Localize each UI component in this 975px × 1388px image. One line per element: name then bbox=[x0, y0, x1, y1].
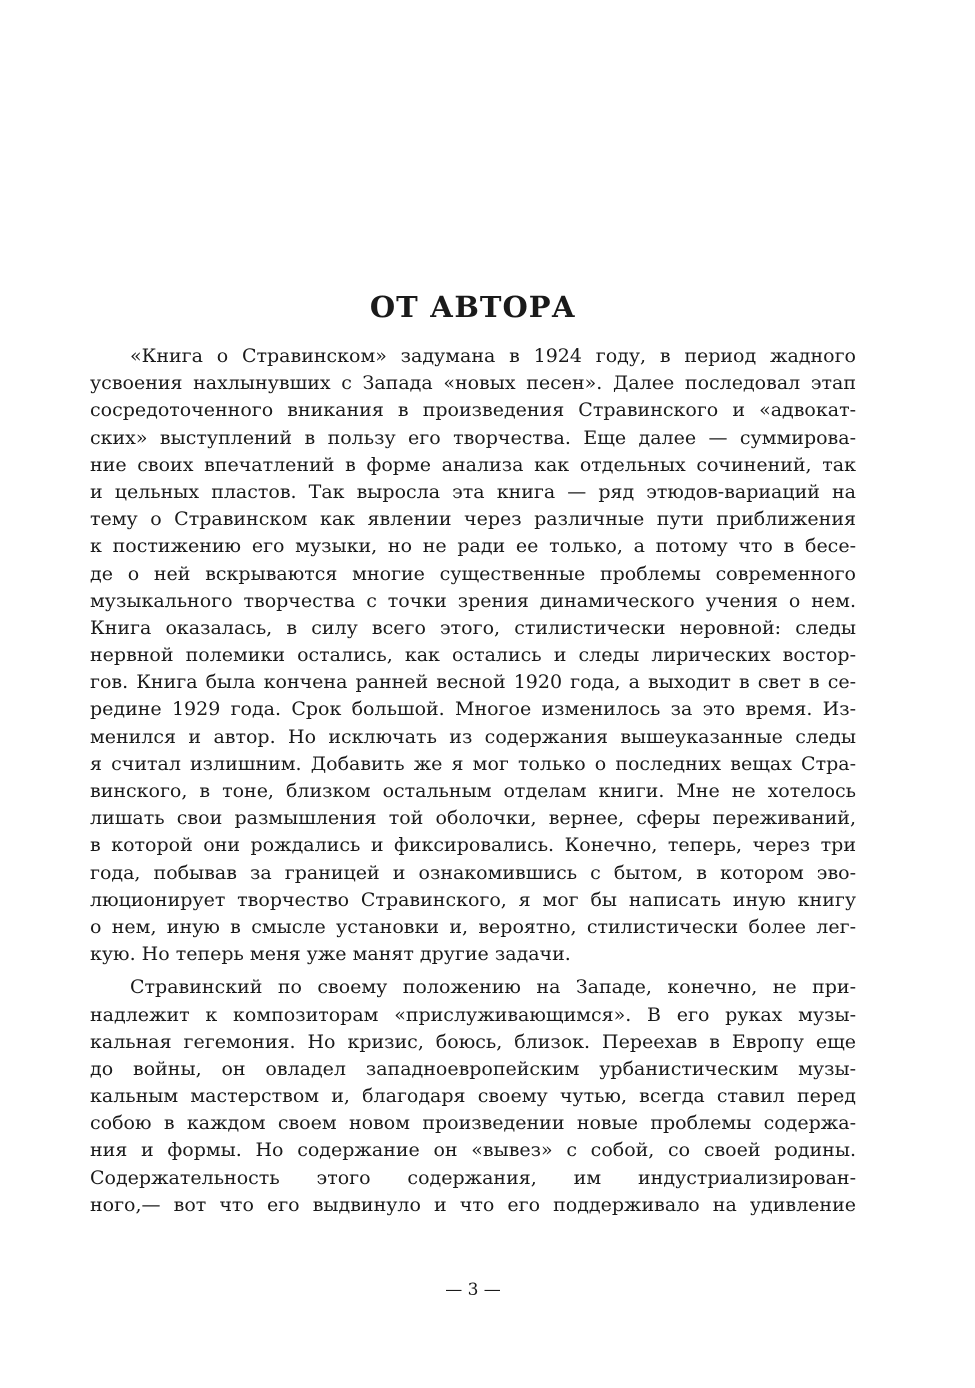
text-line: Содержательность этого содержания, им индустриализирован- bbox=[90, 1166, 856, 1189]
text-line: в которой они рождались и фиксировались. Конечно, теперь, через три bbox=[90, 834, 856, 857]
text-line: винского, в тоне, близком остальным отделам книги. Мне не хотелось bbox=[90, 780, 856, 802]
text-line: собою в каждом своем новом произведении новые проблемы содержа- bbox=[90, 1112, 856, 1135]
text-line: Книга оказалась, в силу всего этого, стилистически неровной: следы bbox=[90, 616, 856, 639]
text-line: де о ней вскрываются многие существенные проблемы современного bbox=[90, 562, 856, 585]
text-line: гов. Книга была кончена ранней весной 1920 года, а выходит в свет в се- bbox=[90, 671, 856, 694]
text-line: о нем, иную в смысле установки и, вероятно, стилистически более лег- bbox=[90, 915, 856, 938]
text-line: Стравинский по своему положению на Западе, конечно, не при- bbox=[130, 976, 856, 999]
text-line: кальным мастерством и, благодаря своему чутью, всегда ставил перед bbox=[90, 1085, 856, 1108]
text-line: сосредоточенного вникания в произведения Стравинского и «адвокат- bbox=[90, 399, 856, 422]
page-number: — 3 — bbox=[445, 1280, 501, 1300]
text-line: ния и формы. Но содержание он «вывез» с собой, со своей родины. bbox=[90, 1139, 856, 1162]
text-line: надлежит к композиторам «прислуживающимся». В его руках музы- bbox=[90, 1003, 856, 1026]
text-line: лишать свои размышления той оболочки, вернее, сферы переживаний, bbox=[90, 807, 856, 830]
text-line: люционирует творчество Стравинского, я мог бы написать иную книгу bbox=[90, 888, 856, 911]
book-page bbox=[90, 0, 856, 1388]
text-line: до войны, он овладел западноевропейским урбанистическим музы- bbox=[90, 1057, 856, 1080]
text-line: к постижению его музыки, но не ради ее только, а потому что в бесе- bbox=[90, 535, 856, 558]
text-line: музыкального творчества с точки зрения динамического учения о нем. bbox=[90, 589, 856, 612]
text-line: ских» выступлений в пользу его творчества. Еще далее — суммирова- bbox=[90, 426, 856, 449]
text-line: кальная гегемония. Но кризис, боюсь, близок. Переехав в Европу еще bbox=[90, 1030, 856, 1053]
text-line: редине 1929 года. Срок большой. Многое изменилось за это время. Из- bbox=[90, 698, 856, 721]
text-line: кую. Но теперь меня уже манят другие задачи. bbox=[90, 943, 571, 966]
text-line: я считал излишним. Добавить же я мог только о последних вещах Стра- bbox=[90, 752, 856, 775]
body-text bbox=[90, 343, 856, 1219]
text-line: ние своих впечатлений в форме анализа как отдельных сочинений, так bbox=[90, 453, 856, 476]
text-line: ного,— вот что его выдвинуло и что его поддерживало на удивление bbox=[90, 1193, 856, 1216]
text-line: «Книга о Стравинском» задумана в 1924 году, в период жадного bbox=[130, 345, 856, 367]
text-line: тему о Стравинском как явлении через различные пути приближения bbox=[90, 508, 856, 531]
text-line: года, побывав за границей и ознакомившись с бытом, в котором эво- bbox=[90, 861, 856, 884]
text-line: менился и автор. Но исключать из содержания вышеуказанные следы bbox=[90, 725, 856, 748]
text-line: нервной полемики остались, как остались и следы лирических востор- bbox=[90, 644, 856, 667]
text-line: усвоения нахлынувших с Запада «новых песен». Далее последовал этап bbox=[90, 372, 856, 395]
text-line: и цельных пластов. Так выросла эта книга — ряд этюдов-вариаций на bbox=[90, 480, 856, 503]
chapter-title: ОТ АВТОРА bbox=[369, 290, 577, 324]
